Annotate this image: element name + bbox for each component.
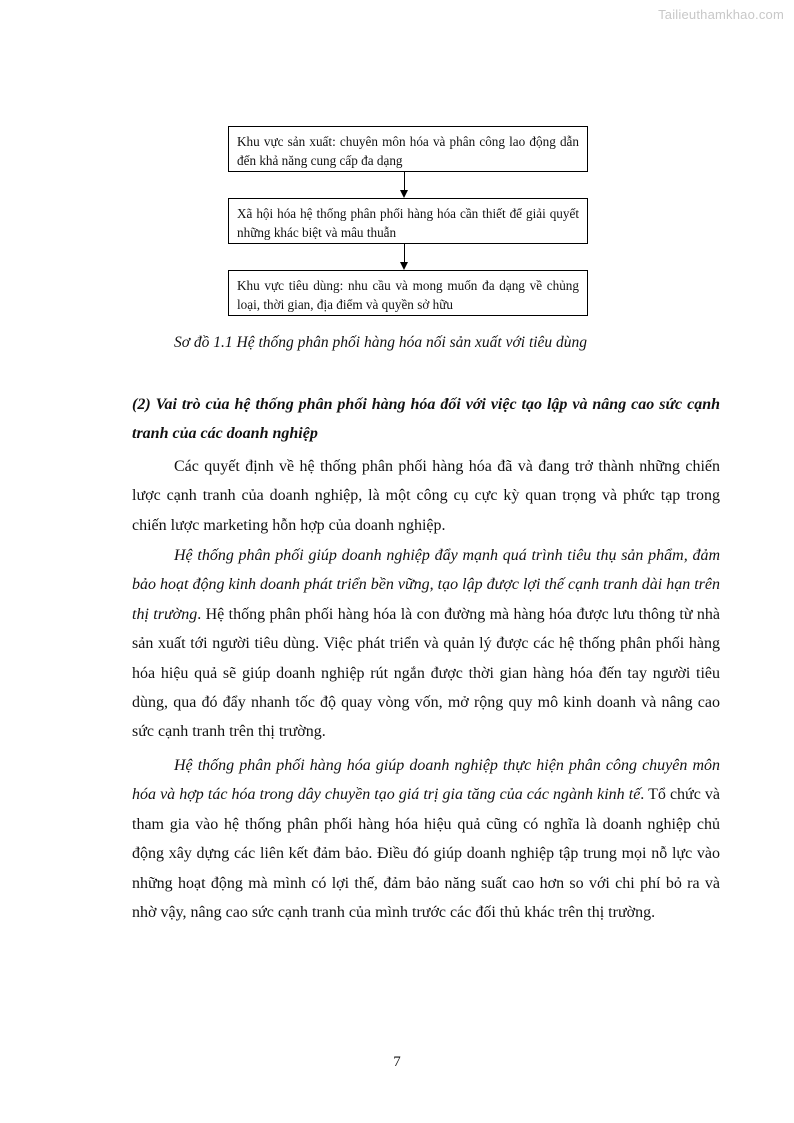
page-number: 7 xyxy=(393,1054,401,1070)
diagram-box-distribution: Xã hội hóa hệ thống phân phối hàng hóa cần thiết để giải quyết những khác biệt và mâu thuẫn xyxy=(228,198,588,244)
watermark: Tailieuthamkhao.com xyxy=(658,7,784,22)
paragraph-italic-lead: Hệ thống phân phối hàng hóa giúp doanh nghiệp thực hiện phân công chuyên môn hóa và hợp tác hóa trong dây chuyền tạo giá trị gia tăng của các ngành kinh tế xyxy=(132,757,720,804)
paragraph-body: . Tổ chức và tham gia vào hệ thống phân phối hàng hóa hiệu quả cũng có nghĩa là doanh nghiệp chủ động xây dựng các liên kết đảm bảo. Điều đó giúp doanh nghiệp tập trung mọi nỗ lực vào những hoạt động mà mình có lợi thế, đảm bảo năng suất cao hơn so với chi phí bỏ ra và nhờ vậy, nâng cao sức cạnh tranh của mình trước các đối thủ khác trên thị trường. xyxy=(132,786,720,922)
paragraph: Các quyết định về hệ thống phân phối hàng hóa đã và đang trở thành những chiến lược cạnh tranh của doanh nghiệp, là một công cụ cực kỳ quan trọng và phức tạp trong chiến lược marketing hỗn hợp của doanh nghiệp. xyxy=(132,458,720,534)
diagram-box-consumption: Khu vực tiêu dùng: nhu cầu và mong muốn đa dạng về chủng loại, thời gian, địa điểm và quyền sở hữu xyxy=(228,270,588,316)
down-arrow-icon xyxy=(228,244,588,270)
paragraph xyxy=(132,751,720,927)
paragraph xyxy=(132,541,720,747)
section-heading: (2) Vai trò của hệ thống phân phối hàng hóa đối với việc tạo lập và nâng cao sức cạnh tranh của các doanh nghiệp xyxy=(132,396,720,442)
paragraph-italic-lead: Hệ thống phân phối giúp doanh nghiệp đẩy mạnh quá trình tiêu thụ sản phẩm, đảm bảo hoạt động kinh doanh phát triển bền vững, tạo lập được lợi thế cạnh tranh dài hạn trên thị trường xyxy=(132,547,720,623)
flow-diagram xyxy=(228,126,588,316)
diagram-box-production: Khu vực sản xuất: chuyên môn hóa và phân công lao động dẫn đến khả năng cung cấp đa dạng xyxy=(228,126,588,172)
paragraph-body: . Hệ thống phân phối hàng hóa là con đường mà hàng hóa được lưu thông từ nhà sản xuất tới người tiêu dùng. Việc phát triển và quản lý được các hệ thống phân phối hàng hóa hiệu quả sẽ giúp doanh nghiệp rút ngắn được thời gian hàng hóa đến tay người tiêu dùng, qua đó đẩy nhanh tốc độ quay vòng vốn, mở rộng quy mô kinh doanh và nâng cao sức cạnh tranh trên thị trường. xyxy=(132,605,721,741)
diagram-caption: Sơ đồ 1.1 Hệ thống phân phối hàng hóa nối sản xuất với tiêu dùng xyxy=(174,334,588,351)
down-arrow-icon xyxy=(228,172,588,198)
